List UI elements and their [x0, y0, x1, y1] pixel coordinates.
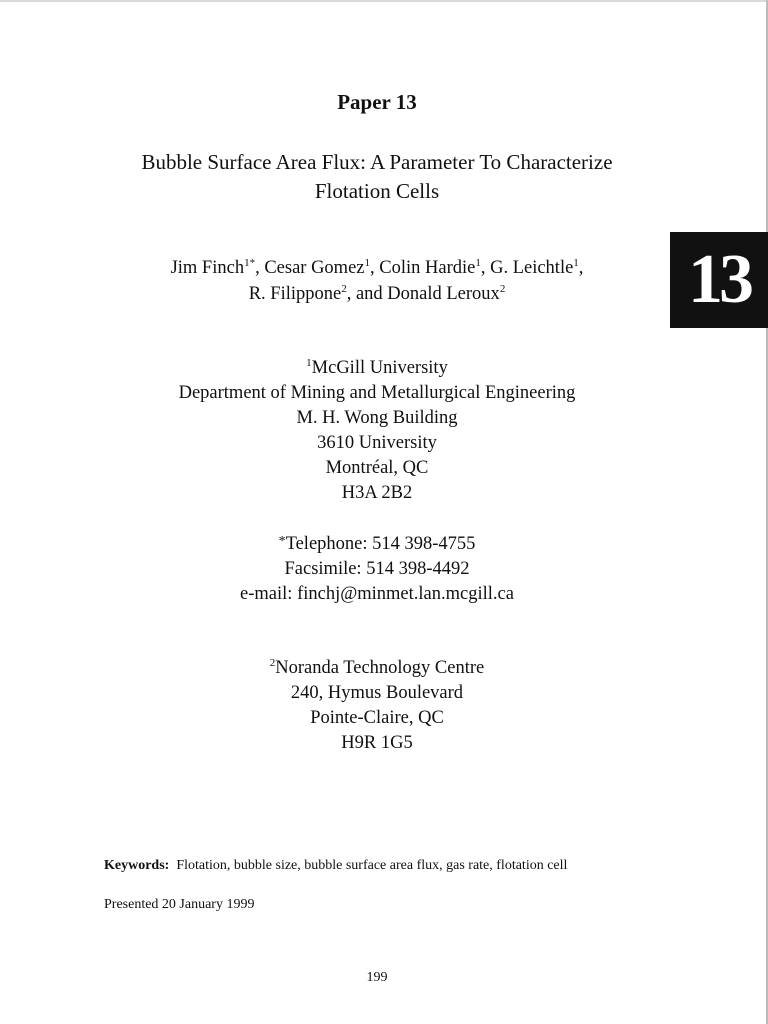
keywords-label: Keywords:: [104, 858, 170, 873]
affiliation-street: 3610 University: [317, 433, 437, 453]
email-line: e-mail: finchj@minmet.lan.mcgill.ca: [240, 584, 514, 604]
page-top-border: [0, 0, 768, 2]
author-affiliation-mark: 1: [475, 257, 481, 269]
affiliation-postal-code: H9R 1G5: [341, 733, 413, 753]
author-affiliation-mark: 1*: [244, 257, 256, 269]
author-affiliation-mark: 1: [364, 257, 370, 269]
contact-info: [0, 532, 754, 607]
affiliation-postal-code: H3A 2B2: [341, 483, 413, 503]
affiliation-mcgill: [0, 356, 754, 506]
author-name: , Colin Hardie: [370, 258, 476, 278]
affiliation-mark: 1: [306, 357, 312, 369]
paper-label: Paper 13: [337, 90, 417, 114]
facsimile-line: Facsimile: 514 398-4492: [284, 559, 470, 579]
author-name: Jim Finch: [170, 258, 245, 278]
affiliation-institution: $^1$McGill University: [306, 357, 448, 378]
author-line-1: [0, 255, 754, 281]
title-line-1: Bubble Surface Area Flux: A Parameter To Characterize: [141, 150, 613, 174]
affiliation-city: Montréal, QC: [325, 458, 429, 478]
author-line-2: [0, 281, 754, 307]
paper-title: [0, 148, 754, 206]
chapter-tab-marker: 13: [670, 232, 768, 328]
author-affiliation-mark: 2: [499, 283, 506, 295]
affiliation-building: M. H. Wong Building: [296, 408, 458, 428]
affiliation-noranda: [0, 656, 754, 756]
affiliation-street: 240, Hymus Boulevard: [290, 683, 464, 703]
author-separator: ,: [578, 258, 584, 278]
author-name: R. Filippone: [248, 284, 342, 304]
author-affiliation-mark: 2: [341, 283, 347, 295]
affiliation-mark: 2: [269, 657, 276, 669]
affiliation-institution: $^2$Noranda Technology Centre: [269, 657, 485, 678]
author-list: [0, 255, 754, 307]
author-name: , and Donald Leroux: [346, 284, 500, 304]
page-number: 199: [366, 970, 388, 985]
presented-date: Presented 20 January 1999: [104, 897, 255, 912]
author-affiliation-mark: 1: [573, 257, 579, 269]
keywords-text: Flotation, bubble size, bubble surface area flux, gas rate, flotation cell: [169, 858, 568, 873]
affiliation-department: Department of Mining and Metallurgical Engineering: [178, 383, 576, 403]
affiliation-city: Pointe-Claire, QC: [310, 708, 444, 728]
telephone-line: *Telephone: 514 398-4755: [278, 534, 476, 554]
author-name: , G. Leichtle: [480, 258, 574, 278]
corresponding-author-mark: *: [278, 534, 286, 549]
keywords-line: [104, 858, 567, 874]
title-line-2: Flotation Cells: [314, 179, 440, 203]
author-name: , Cesar Gomez: [255, 258, 365, 278]
